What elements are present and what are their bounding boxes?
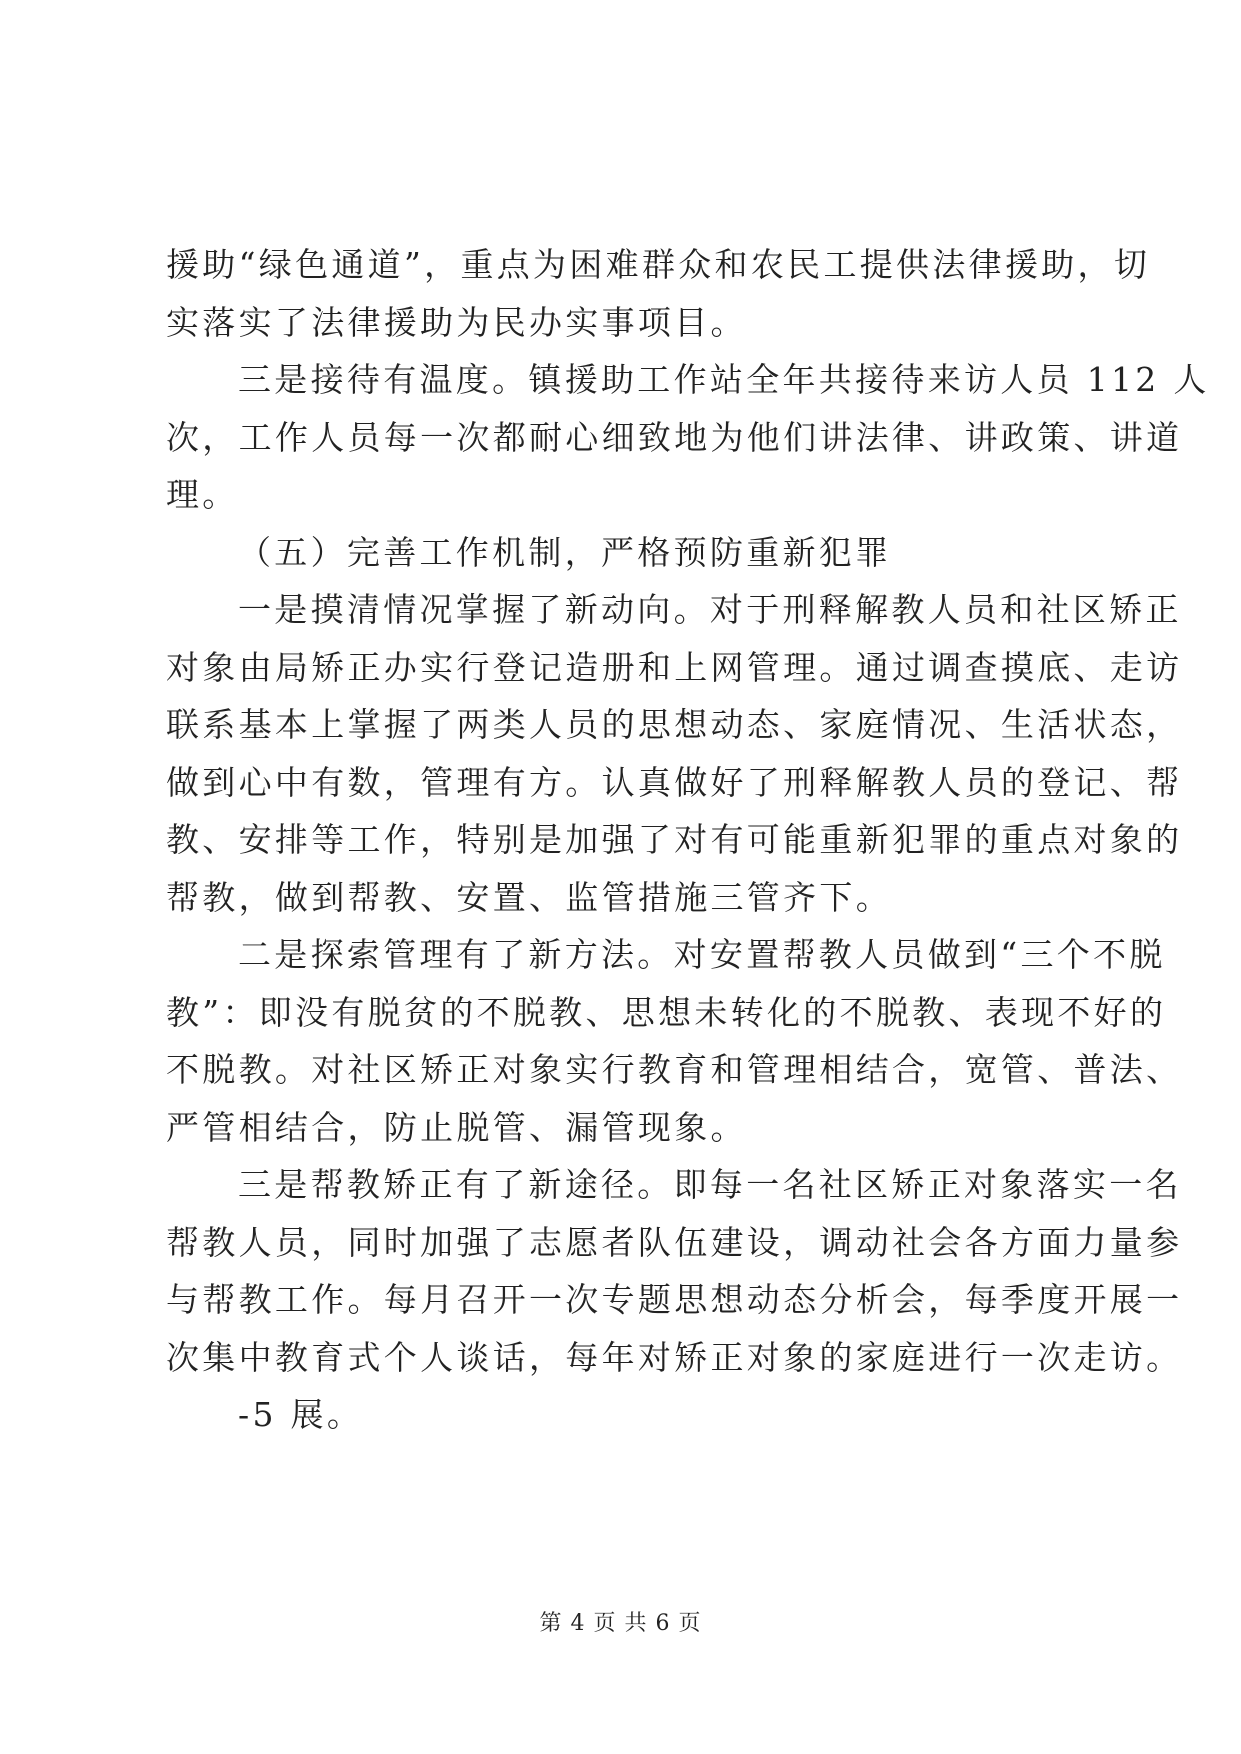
text-line: 与帮教工作。每月召开一次专题思想动态分析会，每季度开展一 [166,1280,1183,1319]
text-line: 严管相结合，防止脱管、漏管现象。 [166,1107,747,1147]
text-line: 做到心中有数，管理有方。认真做好了刑释解教人员的登记、帮 [166,762,1183,802]
text-line: 教”：即没有脱贫的不脱教、思想未转化的不脱教、表现不好的 [166,992,1167,1032]
text-line: 不脱教。对社区矫正对象实行教育和管理相结合，宽管、普法、 [166,1050,1183,1089]
document-body [166,236,1210,1444]
paragraph-start-line: -5 展。 [238,1395,364,1434]
text-line: 理。 [166,475,239,514]
text-line: 次，工作人员每一次都耐心细致地为他们讲法律、讲政策、讲道 [166,417,1183,457]
paragraph-start-line: 一是摸清情况掌握了新动向。对于刑释解教人员和社区矫正 [238,590,1182,629]
paragraph-start-line: 二是探索管理有了新方法。对安置帮教人员做到“三个不脱 [238,935,1166,974]
text-line: 对象由局矫正办实行登记造册和上网管理。通过调查摸底、走访 [166,647,1183,687]
text-line: 帮教人员，同时加强了志愿者队伍建设，调动社会各方面力量参 [166,1222,1183,1262]
paragraph-start-line: 三是帮教矫正有了新途径。即每一名社区矫正对象落实一名 [238,1165,1182,1204]
text-line: 援助“绿色通道”，重点为困难群众和农民工提供法律援助，切 [166,245,1151,284]
text-line: 联系基本上掌握了两类人员的思想动态、家庭情况、生活状态， [166,705,1183,744]
page-number-footer: 第 4 页 共 6 页 [539,1611,702,1636]
text-line: 次集中教育式个人谈话，每年对矫正对象的家庭进行一次走访。 [166,1337,1183,1377]
paragraph-start-line: 三是接待有温度。镇援助工作站全年共接待来访人员 112 人 [238,360,1210,399]
text-line: 帮教，做到帮教、安置、监管措施三管齐下。 [166,877,892,917]
text-line: 教、安排等工作，特别是加强了对有可能重新犯罪的重点对象的 [166,820,1183,859]
section-heading: （五）完善工作机制，严格预防重新犯罪 [238,532,892,572]
text-line: 实落实了法律援助为民办实事项目。 [166,302,747,342]
